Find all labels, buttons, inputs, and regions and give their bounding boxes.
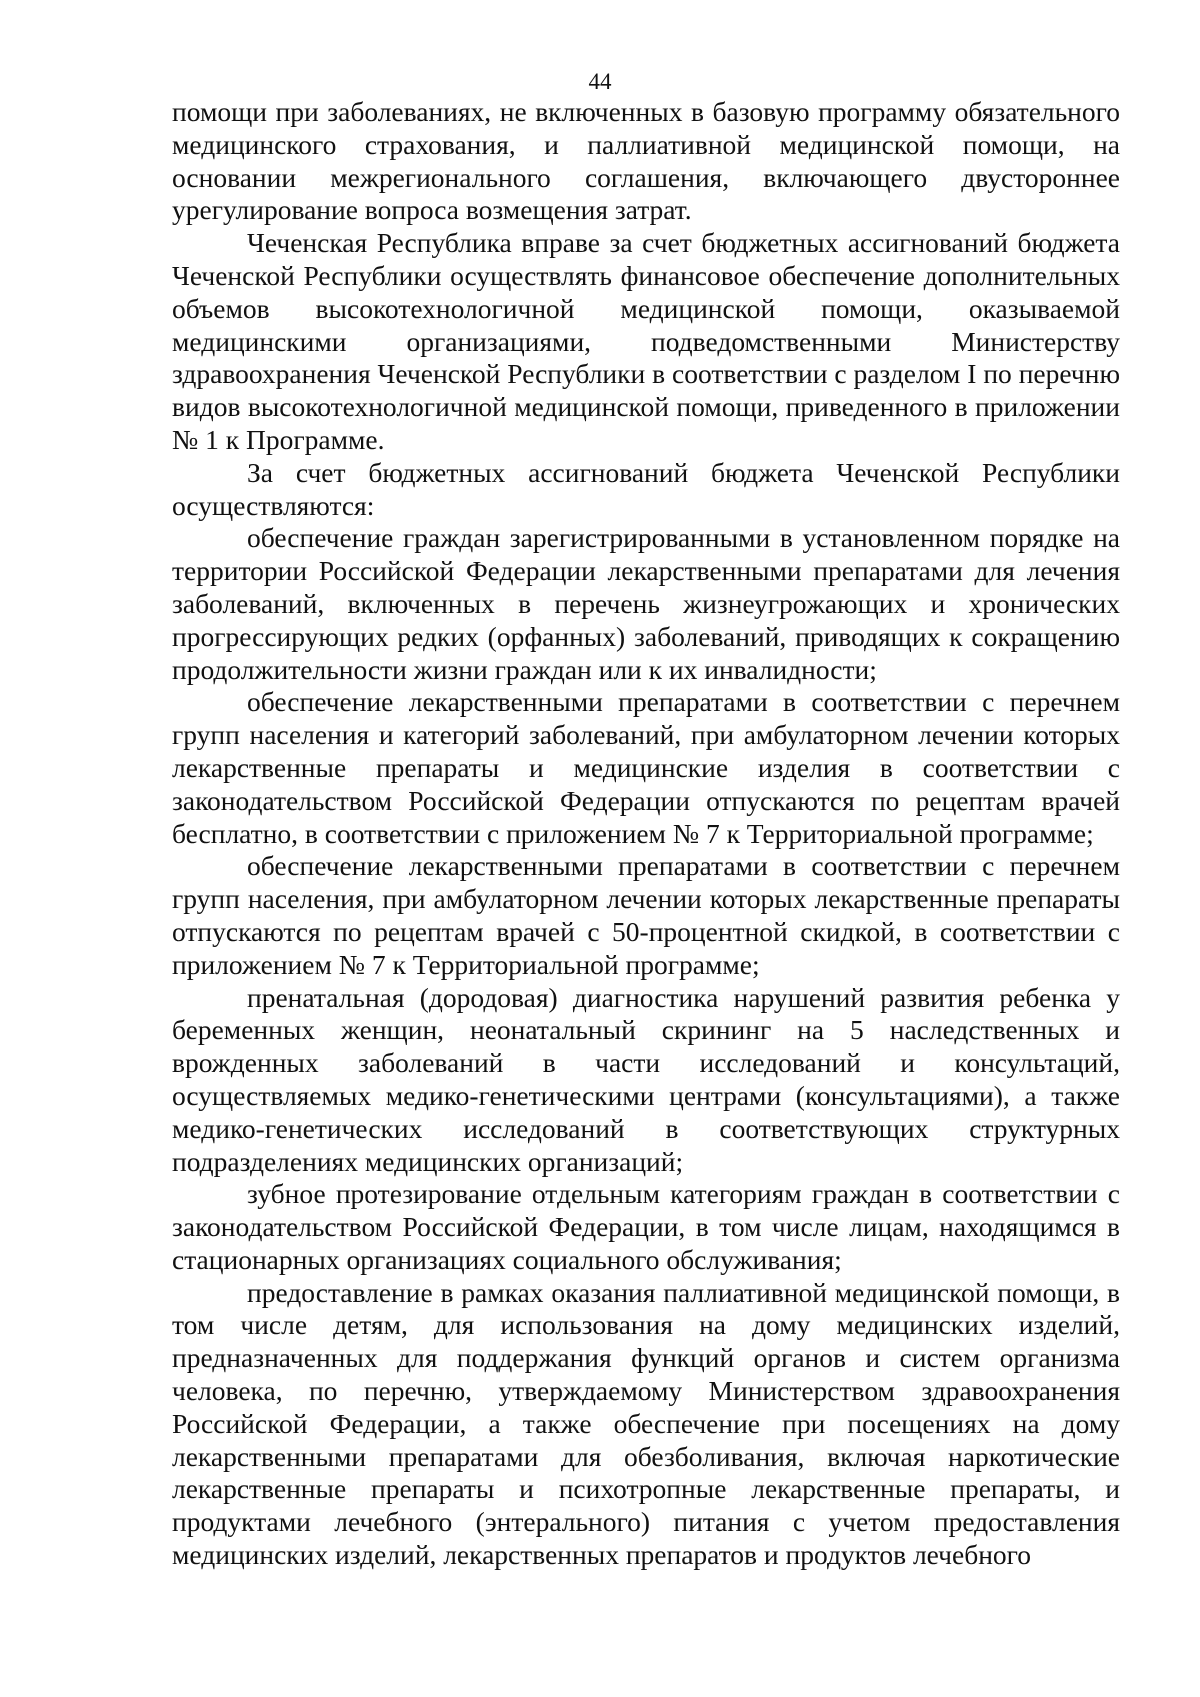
paragraph-free-medicines: обеспечение лекарственными препаратами в соответствии с перечнем групп населения и категорий заболеваний, при амбулаторном лечении которых лекарственные препараты и медицинские изделия в соответствии с законодательством Российской Федерации отпускаются по рецептам врачей бесплатно, в соответствии с приложением № 7 к Территориальной программе; — [172, 686, 1120, 849]
paragraph-continued: помощи при заболеваниях, не включенных в базовую программу обязательного медицинского страхования, и паллиативной медицинской помощи, на основании межрегионального соглашения, включающего двустороннее урегулирование вопроса возмещения затрат. — [172, 96, 1120, 226]
paragraph-dental-prosthetics: зубное протезирование отдельным категориям граждан в соответствии с законодательством Российской Федерации, в том числе лицам, находящимся в стационарных организациях социального обслуживания; — [172, 1178, 1120, 1275]
paragraph-chechen-republic-funding: Чеченская Республика вправе за счет бюджетных ассигнований бюджета Чеченской Республики осуществлять финансовое обеспечение дополнительных объемов высокотехнологичной медицинской помощи, оказываемой медицинскими организациями, подведомственными Министерству здравоохранения Чеченской Республики в соответствии с разделом I по перечню видов высокотехнологичной медицинской помощи, приведенного в приложении № 1 к Программе. — [172, 227, 1120, 455]
paragraph-budget-intro: За счет бюджетных ассигнований бюджета Чеченской Республики осуществляются: — [172, 456, 1120, 521]
page-number: 44 — [588, 69, 612, 94]
paragraph-prenatal-diagnostics: пренатальная (дородовая) диагностика нарушений развития ребенка у беременных женщин, неонатальный скрининг на 5 наследственных и врожденных заболеваний в части исследований и консультаций, осуществляемых медико-генетическими центрами (консультациями), а также медико-генетических исследований в соответствующих структурных подразделениях медицинских организаций; — [172, 981, 1120, 1177]
document-body — [172, 96, 1120, 1572]
paragraph-orphan-diseases: обеспечение граждан зарегистрированными в установленном порядке на территории Российской Федерации лекарственными препаратами для лечения заболеваний, включенных в перечень жизнеугрожающих и хронических прогрессирующих редких (орфанных) заболеваний, приводящих к сокращению продолжительности жизни граждан или к их инвалидности; — [172, 522, 1120, 685]
paragraph-discount-medicines: обеспечение лекарственными препаратами в соответствии с перечнем групп населения, при амбулаторном лечении которых лекарственные препараты отпускаются по рецептам врачей с 50-процентной скидкой, в соответствии с приложением № 7 к Территориальной программе; — [172, 850, 1120, 980]
paragraph-palliative-care: предоставление в рамках оказания паллиативной медицинской помощи, в том числе детям, для использования на дому медицинских изделий, предназначенных для поддержания функций органов и систем организма человека, по перечню, утверждаемому Министерством здравоохранения Российской Федерации, а также обеспечение при посещениях на дому лекарственными препаратами для обезболивания, включая наркотические лекарственные препараты и психотропные лекарственные препараты, и продуктами лечебного (энтерального) питания с учетом предоставления медицинских изделий, лекарственных препаратов и продуктов лечебного — [172, 1276, 1120, 1571]
